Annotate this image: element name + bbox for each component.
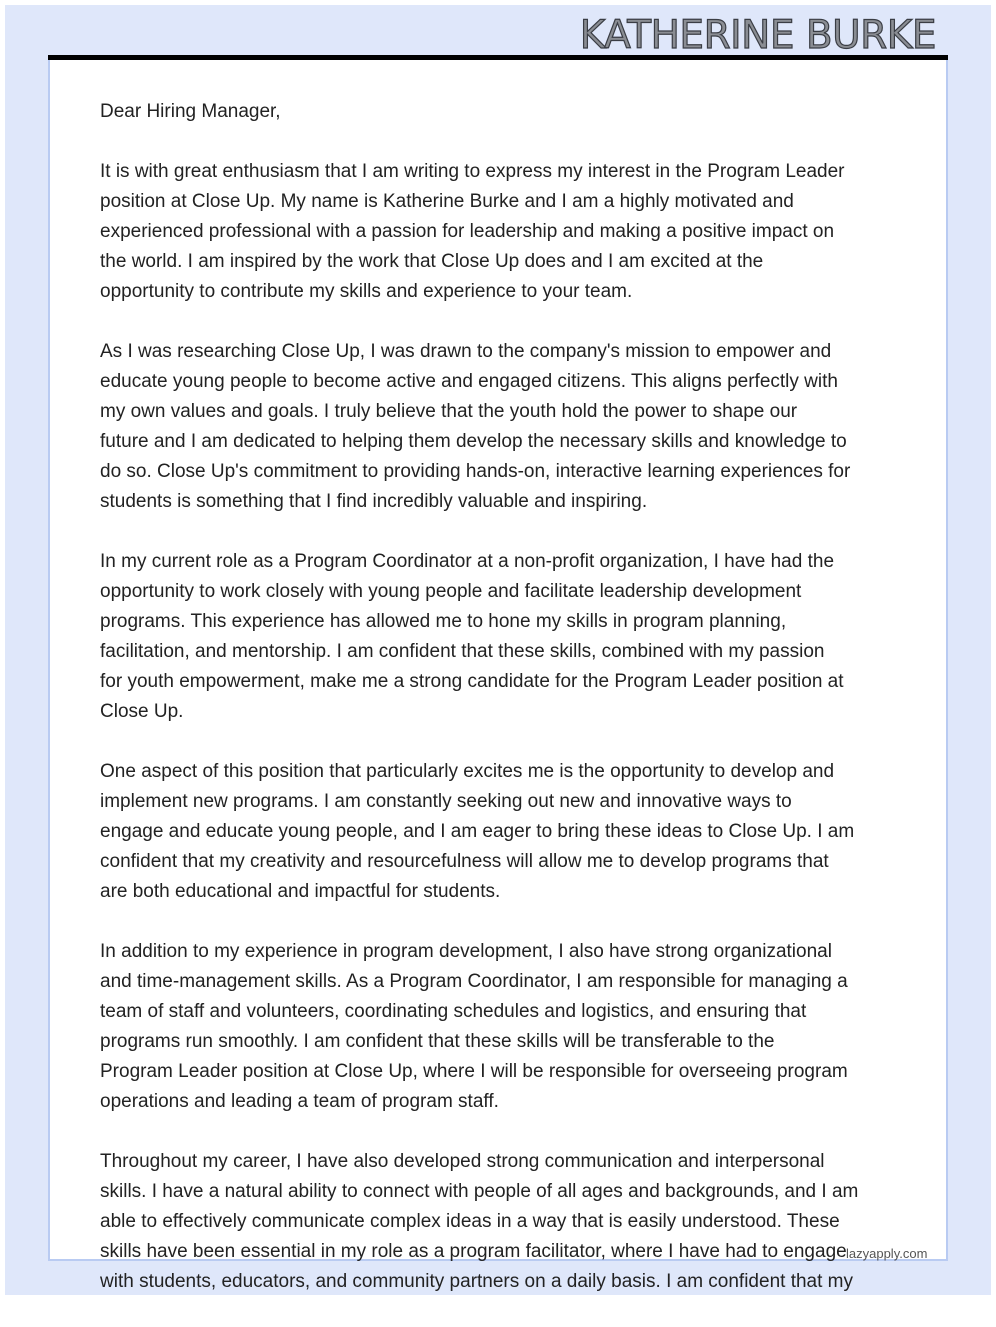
- paragraph-line: able to effectively communicate complex ideas in a way that is easily understood. These: [100, 1211, 840, 1232]
- paragraph-line: Throughout my career, I have also developed strong communication and interpersonal: [100, 1151, 825, 1172]
- paragraph-line: experienced professional with a passion for leadership and making a positive impact on: [100, 221, 835, 242]
- paragraph-line: and time-management skills. As a Program Coordinator, I am responsible for managing a: [100, 971, 848, 992]
- salutation: Dear Hiring Manager,: [100, 101, 281, 122]
- paragraph-line: In addition to my experience in program development, I also have strong organizational: [100, 941, 832, 962]
- letter-paragraph: [100, 937, 920, 1117]
- paragraph-line: Close Up.: [100, 701, 184, 722]
- paragraph-line: for youth empowerment, make me a strong candidate for the Program Leader position at: [100, 671, 844, 692]
- paragraph-line: facilitation, and mentorship. I am confident that these skills, combined with my passion: [100, 641, 825, 662]
- paragraph-line: skills have been essential in my role as a program facilitator, where I have had to engage: [100, 1241, 847, 1262]
- paragraph-line: confident that my creativity and resourcefulness will allow me to develop programs that: [100, 851, 829, 872]
- paragraph-line: implement new programs. I am constantly seeking out new and innovative ways to: [100, 791, 792, 812]
- paragraph-line: future and I am dedicated to helping them develop the necessary skills and knowledge to: [100, 431, 847, 452]
- letter-paragraph: [100, 547, 920, 727]
- paragraph-line: Program Leader position at Close Up, where I will be responsible for overseeing program: [100, 1061, 848, 1082]
- paragraph-line: team of staff and volunteers, coordinating schedules and logistics, and ensuring that: [100, 1001, 807, 1022]
- paragraph-line: with students, educators, and community partners on a daily basis. I am confident that my: [100, 1271, 853, 1292]
- watermark: lazyapply.com: [846, 1246, 928, 1261]
- paragraph-line: engage and educate young people, and I am eager to bring these ideas to Close Up. I am: [100, 821, 855, 842]
- paragraph-line: opportunity to contribute my skills and experience to your team.: [100, 281, 633, 302]
- paragraph-line: students is something that I find incredibly valuable and inspiring.: [100, 491, 648, 512]
- paragraph-line: are both educational and impactful for students.: [100, 881, 501, 902]
- paragraph-line: opportunity to work closely with young people and facilitate leadership development: [100, 581, 802, 602]
- paragraph-line: As I was researching Close Up, I was drawn to the company's mission to empower and: [100, 341, 832, 362]
- letter-paragraph: [100, 157, 920, 307]
- paragraph-line: my own values and goals. I truly believe that the youth hold the power to shape our: [100, 401, 798, 422]
- cover-letter-body: [100, 97, 920, 1327]
- paragraph-line: programs run smoothly. I am confident that these skills will be transferable to the: [100, 1031, 775, 1052]
- paragraph-line: In my current role as a Program Coordinator at a non-profit organization, I have had the: [100, 551, 835, 572]
- paragraph-line: the world. I am inspired by the work that Close Up does and I am excited at the: [100, 251, 764, 272]
- letter-paragraph: [100, 337, 920, 517]
- paragraph-line: programs. This experience has allowed me to hone my skills in program planning,: [100, 611, 787, 632]
- paragraph-line: skills. I have a natural ability to connect with people of all ages and backgrounds, and I am: [100, 1181, 859, 1202]
- applicant-name: KATHERINE BURKE: [579, 13, 936, 58]
- paragraph-line: educate young people to become active and engaged citizens. This aligns perfectly with: [100, 371, 838, 392]
- paragraph-line: operations and leading a team of program staff.: [100, 1091, 499, 1112]
- paragraph-line: do so. Close Up's commitment to providing hands-on, interactive learning experiences for: [100, 461, 851, 482]
- paragraph-line: One aspect of this position that particularly excites me is the opportunity to develop and: [100, 761, 835, 782]
- letter-paragraph: [100, 757, 920, 907]
- letter-paragraph: [100, 1147, 920, 1297]
- paragraph-line: It is with great enthusiasm that I am writing to express my interest in the Program Leader: [100, 161, 845, 182]
- paragraph-line: position at Close Up. My name is Katherine Burke and I am a highly motivated and: [100, 191, 794, 212]
